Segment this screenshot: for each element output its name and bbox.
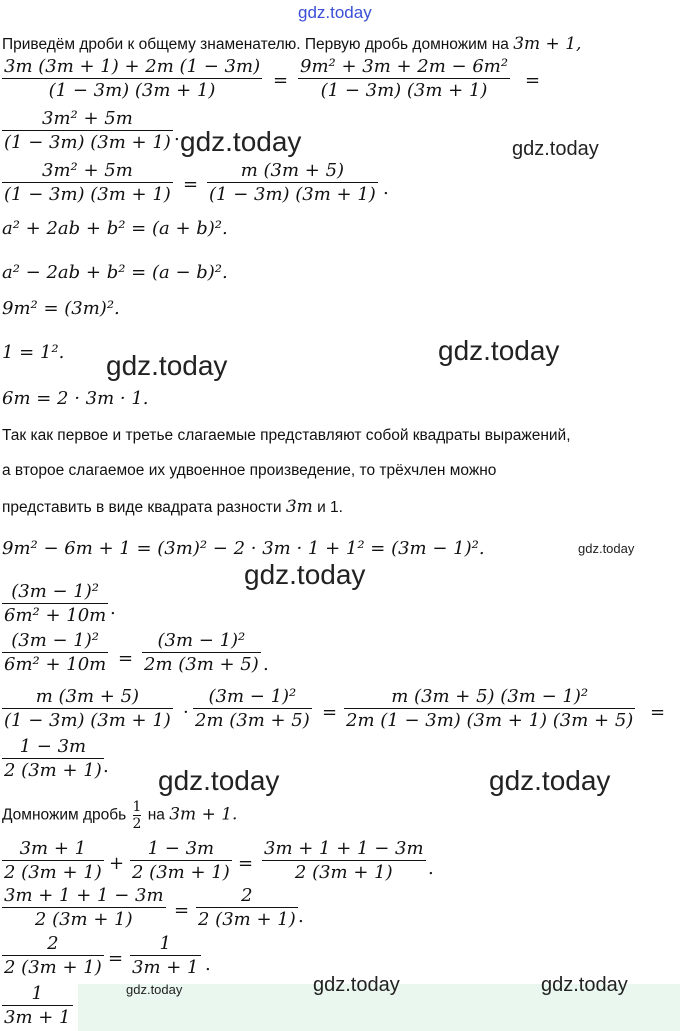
denominator: 2 [132, 816, 142, 832]
intro-label: Приведём дроби к общему знаменателю. Первую дробь домножим на [2, 36, 509, 53]
fraction [2, 840, 104, 882]
fraction [2, 162, 173, 204]
paragraph-math: 3m [285, 497, 313, 517]
fraction [130, 840, 232, 882]
numerator: 1 − 3m [19, 736, 87, 757]
denominator: 2m (3m + 5) [144, 654, 259, 675]
equals-sign: = [322, 702, 338, 723]
watermark: gdz.today [541, 974, 628, 996]
denominator: 3m + 1 [4, 1007, 71, 1028]
numerator: m (3m + 5) [35, 686, 140, 707]
fraction [2, 110, 173, 152]
paragraph-text: и 1. [317, 499, 343, 516]
fraction [2, 632, 108, 674]
fraction [2, 58, 262, 100]
denominator: (1 − 3m) (3m + 1) [320, 80, 488, 101]
fraction [298, 58, 510, 100]
period: . [263, 654, 269, 675]
watermark: gdz.today [126, 982, 183, 997]
multiply-label: на [147, 806, 165, 824]
numerator: 9m² + 3m + 2m − 6m² [300, 56, 509, 77]
watermark: gdz.today [578, 541, 635, 556]
plus-sign: + [109, 853, 125, 874]
paragraph-line: Так как первое и третье слагаемые представляют собой квадраты выражений, [2, 427, 571, 444]
fraction [2, 935, 104, 977]
fraction [2, 887, 166, 929]
fraction [193, 688, 312, 730]
denominator: (1 − 3m) (3m + 1) [4, 132, 171, 153]
equals-sign: = [118, 648, 134, 669]
denominator: 3m + 1 [132, 957, 199, 978]
half-fraction [133, 800, 142, 831]
fraction [2, 688, 173, 730]
period: . [174, 124, 180, 145]
period: . [110, 598, 116, 619]
numerator: (3m − 1)² [208, 686, 297, 707]
intro-text [2, 36, 581, 53]
numerator: (3m − 1)² [11, 581, 99, 602]
denominator: 2 (3m + 1) [4, 957, 102, 978]
denominator: 2 (3m + 1) [4, 760, 102, 781]
numerator: 3m² + 5m [42, 160, 133, 181]
numerator: 3m + 1 [19, 838, 87, 859]
paragraph-line: а второе слагаемое их удвоенное произведение, то трёхчлен можно [2, 462, 497, 479]
formula-square-sum: a² + 2ab + b² = (a + b)². [2, 218, 228, 239]
watermark: gdz.today [244, 559, 366, 590]
watermark: gdz.today [158, 765, 280, 796]
watermark: gdz.today [106, 350, 228, 381]
numerator: 3m (3m + 1) + 2m (1 − 3m) [4, 56, 261, 77]
watermark-top: gdz.today [298, 3, 372, 22]
watermark: gdz.today [512, 138, 599, 160]
formula-one: 1 = 1². [2, 342, 65, 363]
equals-sign: = [238, 853, 254, 874]
equals-sign: = [525, 70, 541, 91]
formula-9m2: 9m² = (3m)². [2, 298, 120, 319]
watermark: gdz.today [489, 765, 611, 796]
watermark: gdz.today [180, 126, 302, 157]
equals-sign: = [108, 948, 124, 969]
formula-square-diff: a² − 2ab + b² = (a − b)². [2, 262, 228, 283]
numerator: 3m² + 5m [42, 108, 133, 129]
numerator: 3m + 1 + 1 − 3m [4, 885, 164, 906]
numerator: m (3m + 5) (3m − 1)² [391, 686, 589, 707]
denominator: (1 − 3m) (3m + 1) [209, 184, 376, 205]
fraction [196, 887, 298, 929]
paragraph-text: представить в виде квадрата разности [2, 499, 282, 516]
fraction [344, 688, 635, 730]
denominator: (1 − 3m) (3m + 1) [48, 80, 216, 101]
fraction [2, 738, 104, 780]
fraction [207, 162, 378, 204]
numerator: m (3m + 5) [240, 160, 345, 181]
equals-sign: = [273, 70, 289, 91]
equals-sign: = [174, 900, 190, 921]
equals-sign: = [650, 702, 666, 723]
intro-math: 3m + 1, [513, 34, 582, 54]
fraction [130, 935, 201, 977]
denominator: 6m² + 10m [4, 654, 107, 675]
watermark: gdz.today [313, 974, 400, 996]
numerator: (3m − 1)² [11, 630, 99, 651]
denominator: (1 − 3m) (3m + 1) [4, 710, 171, 731]
period: . [103, 756, 109, 777]
period: . [298, 906, 304, 927]
numerator: 1 [132, 799, 142, 815]
denominator: 2 (3m + 1) [198, 909, 296, 930]
numerator: 2 [47, 933, 59, 954]
multiply-label: Домножим дробь [2, 806, 127, 824]
denominator: 2 (3m + 1) [4, 862, 102, 883]
numerator: (3m − 1)² [157, 630, 246, 651]
fraction [262, 840, 426, 882]
denominator: 2 (3m + 1) [34, 909, 133, 930]
formula-trinomial: 9m² − 6m + 1 = (3m)² − 2 · 3m · 1 + 1² = (3m − 1)². [2, 538, 485, 559]
period: . [428, 858, 434, 879]
fraction [2, 583, 108, 625]
denominator: 6m² + 10m [4, 605, 107, 626]
watermark: gdz.today [438, 335, 560, 366]
denominator: 2m (3m + 5) [195, 710, 310, 731]
period: . [383, 178, 389, 199]
denominator: 2 (3m + 1) [132, 862, 230, 883]
denominator: (1 − 3m) (3m + 1) [4, 184, 171, 205]
multiply-math: 3m + 1. [169, 804, 238, 825]
numerator: 3m + 1 + 1 − 3m [264, 838, 424, 859]
period: . [205, 954, 211, 975]
multiply-text [2, 800, 237, 831]
answer-fraction [2, 985, 73, 1027]
numerator: 2 [241, 885, 253, 906]
numerator: 1 [159, 933, 171, 954]
numerator: 1 − 3m [147, 838, 215, 859]
multiply-sign: · [183, 702, 189, 723]
paragraph-line [2, 499, 343, 516]
equals-sign: = [183, 174, 199, 195]
numerator: 1 [31, 983, 43, 1004]
denominator: 2 (3m + 1) [294, 862, 393, 883]
fraction [142, 632, 261, 674]
formula-6m: 6m = 2 · 3m · 1. [2, 388, 149, 409]
denominator: 2m (1 − 3m) (3m + 1) (3m + 5) [346, 710, 634, 731]
